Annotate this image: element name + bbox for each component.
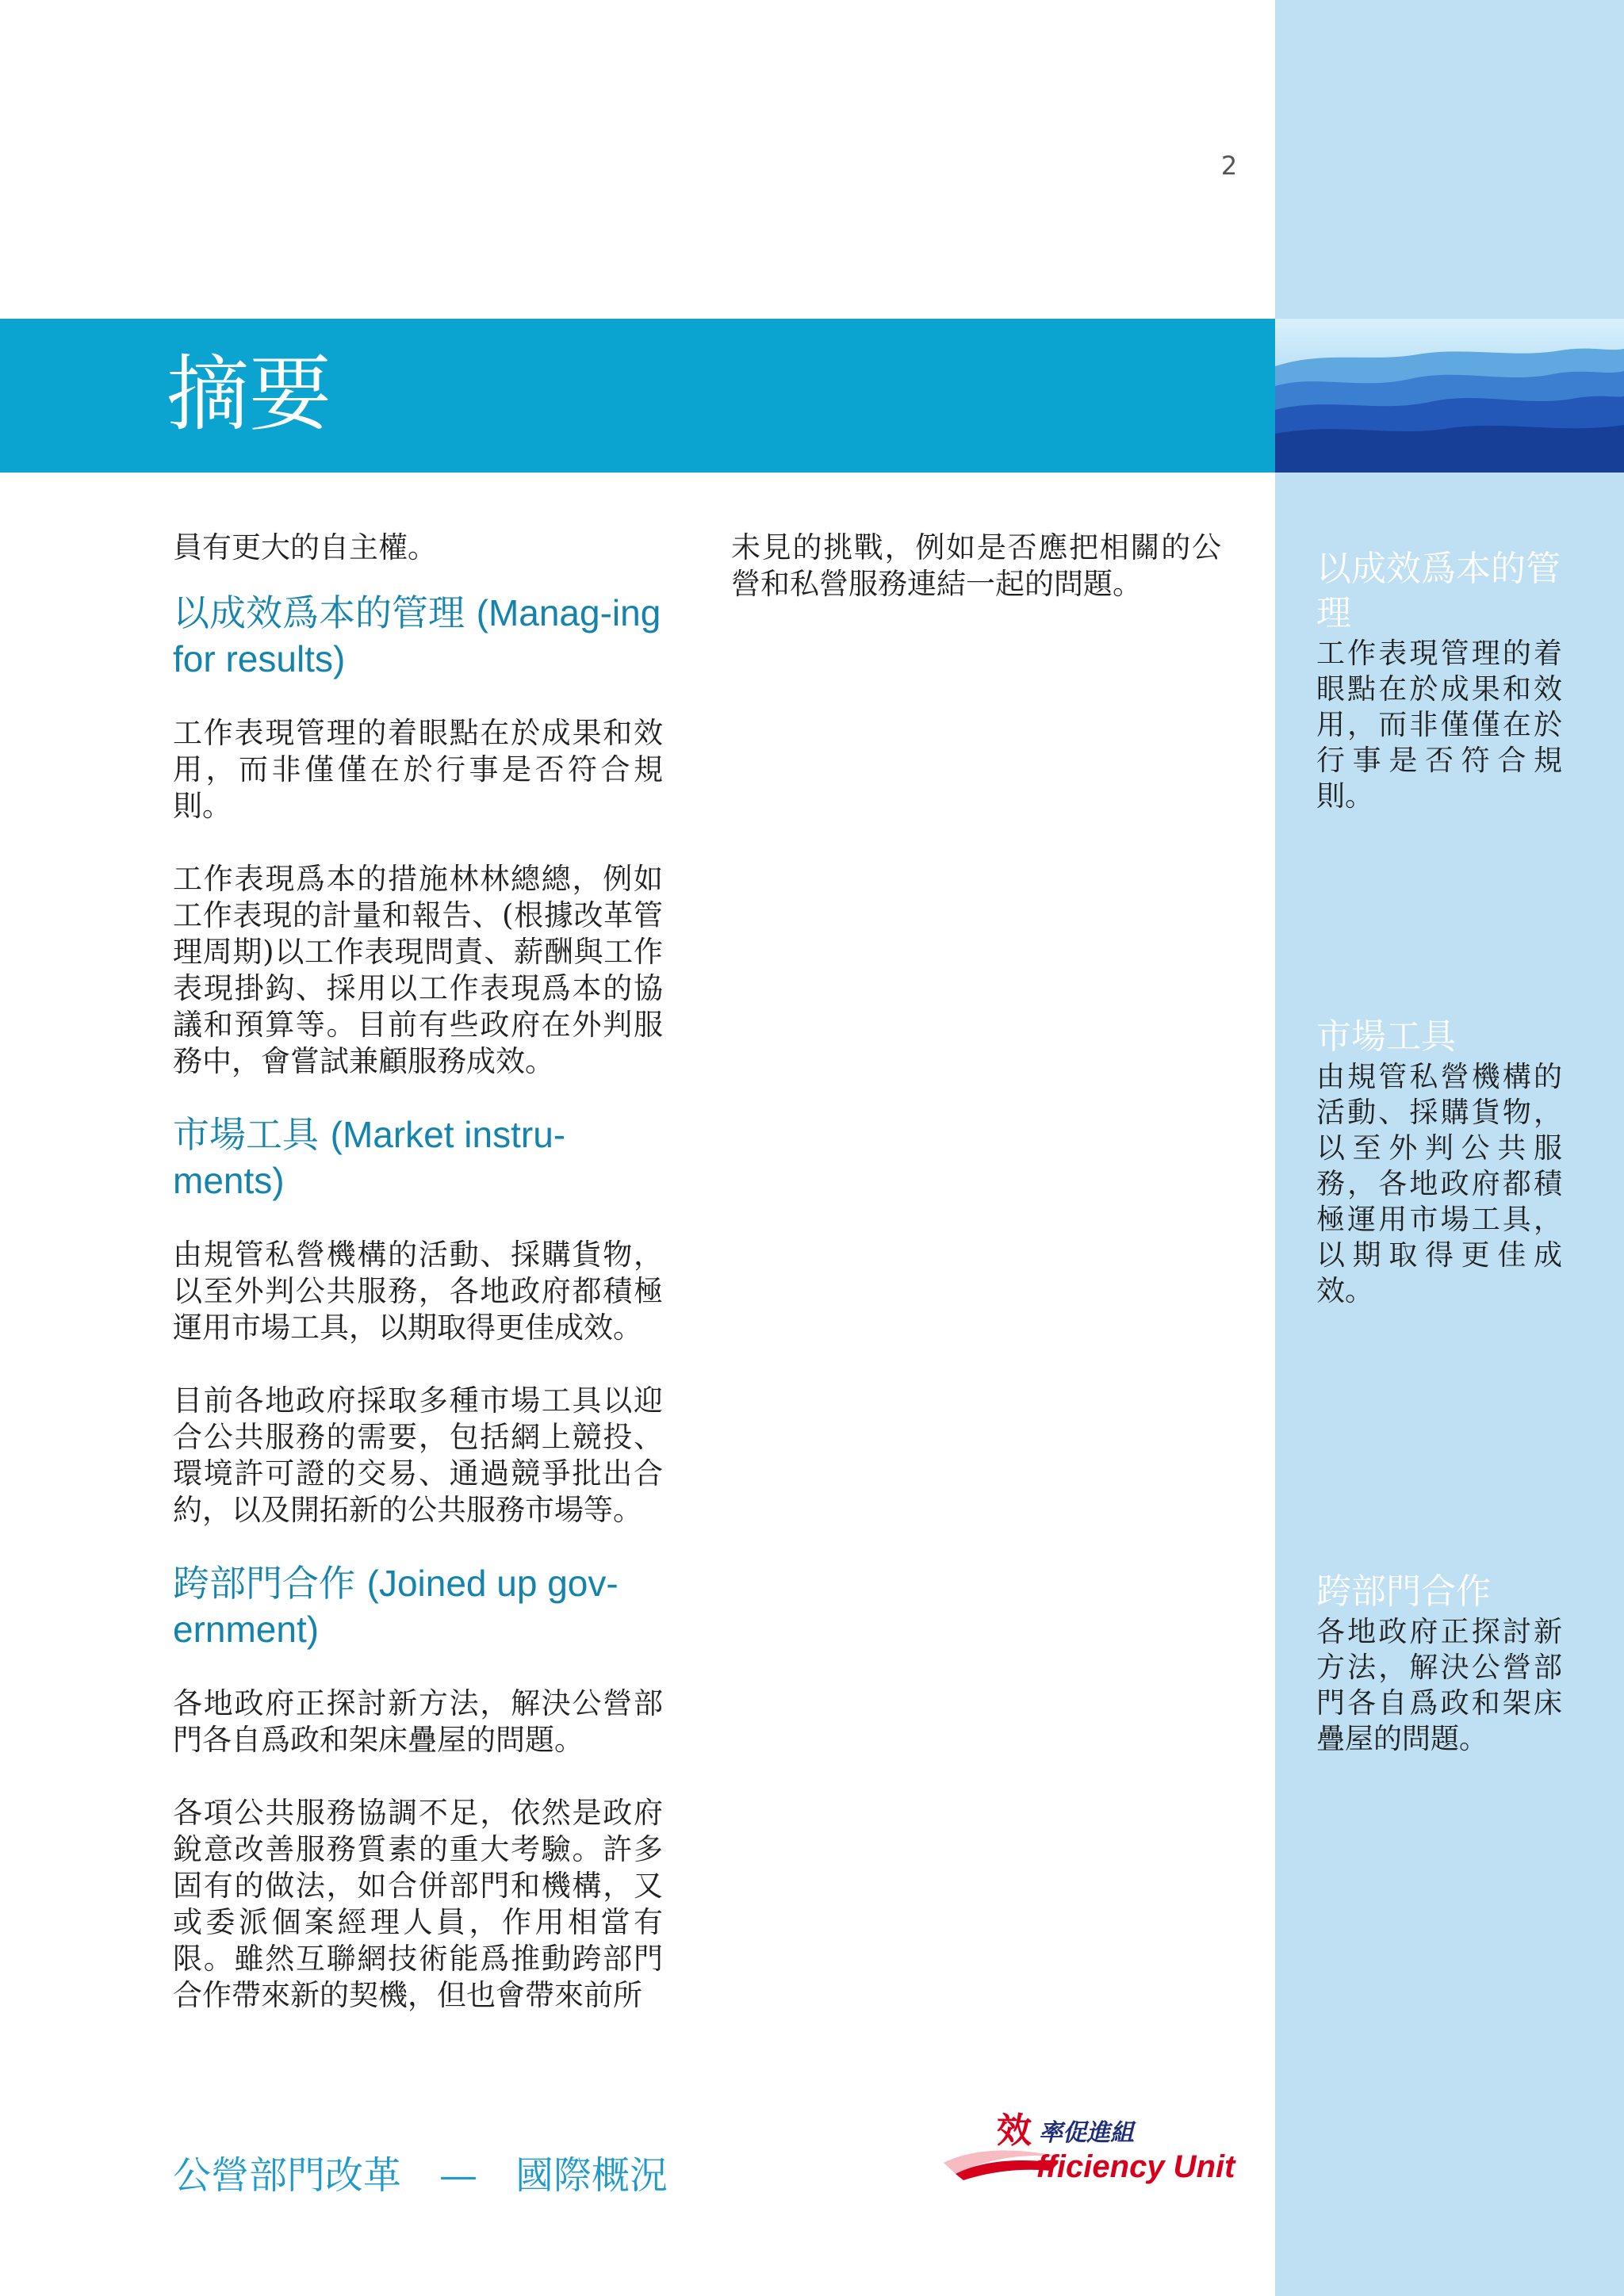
page-title: 摘要 (167, 346, 332, 442)
body-paragraph: 各項公共服務協調不足，依然是政府銳意改善服務質素的重大考驗。許多固有的做法，如合併部門和機構，又或委派個案經理人員，作用相當有限。雖然互聯網技術能爲推動跨部門合作帶來新的契機，但也會帶來前所 (173, 1796, 663, 2012)
section-heading-zh: 跨部門合作 (173, 1562, 355, 1605)
body-paragraph: 各地政府正探討新方法，解決公營部門各自爲政和架床疊屋的問題。 (173, 1686, 663, 1757)
sidebar-block-text: 各地政府正探討新方法，解決公營部門各自爲政和架床疊屋的問題。 (1316, 1616, 1562, 1755)
svg-text:率促進組: 率促進組 (1039, 2119, 1134, 2147)
svg-text:fficiency Unit: fficiency Unit (1036, 2149, 1235, 2184)
footer-title: 公營部門改革 — 國際概況 (173, 2153, 668, 2198)
sidebar-block-title: 跨部門合作 (1316, 1571, 1491, 1612)
sidebar-block-text: 工作表現管理的着眼點在於成果和效用，而非僅僅在於行事是否符合規則。 (1316, 637, 1562, 813)
efficiency-unit-logo (940, 2101, 1249, 2188)
sidebar-block (1316, 1015, 1562, 1309)
page-number: 2 (1220, 151, 1238, 181)
sidebar-block-title: 市場工具 (1316, 1016, 1456, 1057)
sidebar-block-text: 由規管私營機構的活動、採購貨物，以至外判公共服務，各地政府都積極運用市場工具，以期取得更佳成效。 (1316, 1061, 1562, 1307)
right-column (731, 530, 1221, 603)
body-paragraph: 由規管私營機構的活動、採購貨物，以至外判公共服務，各地政府都積極運用市場工具，以期取得更佳成效。 (173, 1238, 663, 1345)
body-paragraph: 未見的挑戰，例如是否應把相關的公營和私營服務連結一起的問題。 (731, 530, 1221, 601)
sidebar-block-title: 以成效爲本的管理 (1316, 549, 1561, 633)
intro-paragraph: 員有更大的自主權。 (173, 530, 437, 564)
section-heading-zh: 以成效爲本的管理 (173, 591, 465, 634)
section-heading (173, 590, 663, 682)
section-heading-zh: 市場工具 (173, 1113, 319, 1156)
section-heading-en: (Manag-ing for results) (173, 592, 661, 679)
mountain-landscape-image (1275, 319, 1624, 473)
body-paragraph: 工作表現爲本的措施林林總總，例如工作表現的計量和報告、(根據改革管理周期)以工作表現問責、薪酬與工作表現掛鈎、採用以工作表現爲本的協議和預算等。目前有些政府在外判服務中，會嘗試兼顧服務成效。 (173, 862, 663, 1078)
section-heading-en: (Market instru-ments) (173, 1114, 566, 1201)
sidebar-block (1316, 1570, 1562, 1757)
body-paragraph: 目前各地政府採取多種市場工具以迎合公共服務的需要，包括網上競投、環境許可證的交易、通過競爭批出合約，以及開拓新的公共服務市場等。 (173, 1383, 663, 1527)
section-heading-en: (Joined up gov-ernment) (173, 1563, 619, 1650)
left-column (173, 530, 663, 2014)
svg-text:效: 效 (997, 2110, 1032, 2151)
section-heading (173, 1112, 663, 1203)
body-paragraph: 工作表現管理的着眼點在於成果和效用，而非僅僅在於行事是否符合規則。 (173, 716, 663, 823)
section-heading (173, 1560, 663, 1652)
sidebar-block (1316, 547, 1562, 814)
